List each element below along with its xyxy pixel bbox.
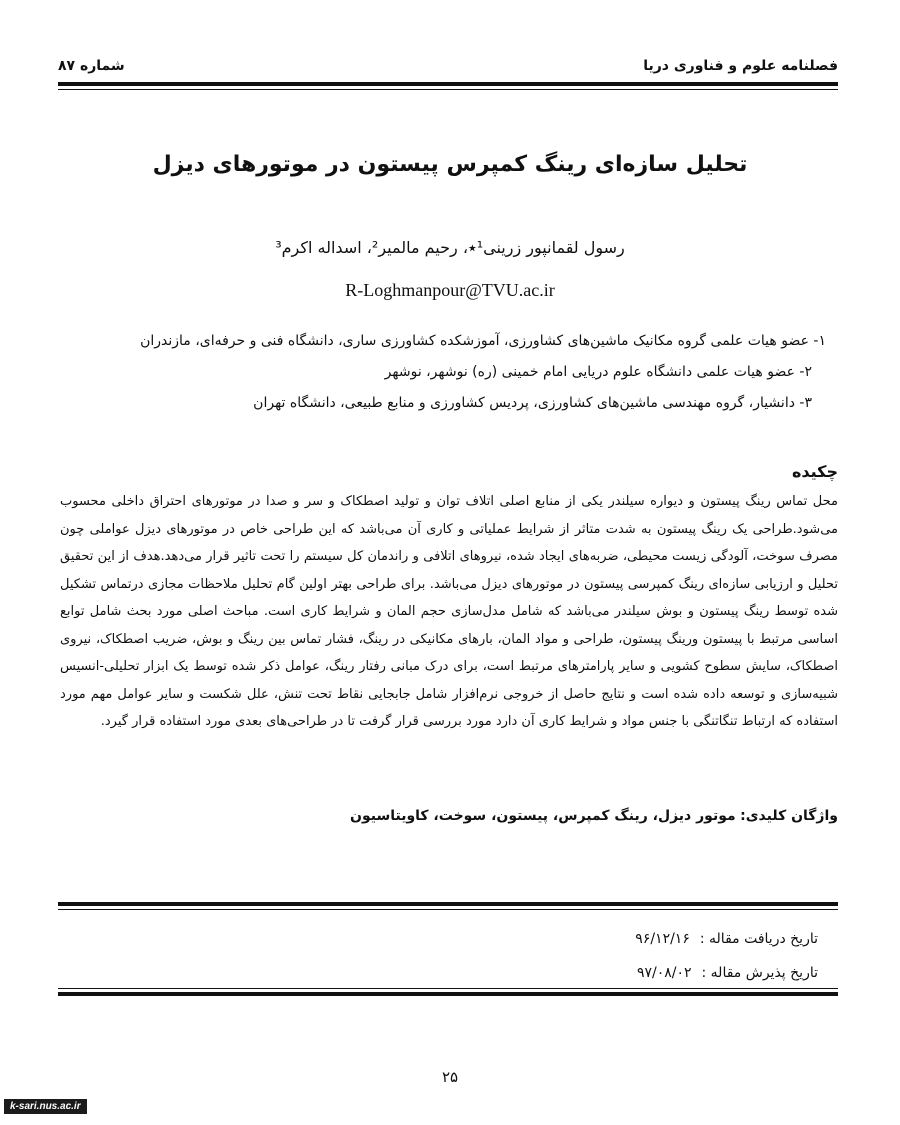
abstract-text: محل تماس رینگ پیستون و دیواره سیلندر یکی از منابع اصلی اتلاف توان و تولید اصطکاک و سر و صدا در موتورهای احتراق داخلی محسوب می‌شود.طراحی یک رینگ پیستون به شدت متاثر از شرایط عملیاتی و کاری آن می‌باشد که این طراحی خاص در موتورهای دیزل عواملی چون مصرف سوخت، آلودگی زیست محیطی، ضربه‌های ایجاد شده، نیروهای اتلافی و راندمان کل سیستم را تحت تاثیر قرار می‌دهد.هدف از این تحقیق تحلیل و ارزیابی سازه‌ای رینگ کمپرسی پیستون در موتورهای دیزل می‌باشد. برای طراحی بهتر اولین گام تحلیل ملاحظات مجازی درتماس تشکیل شده توسط رینگ پیستون و بوش سیلندر می‌باشد که شامل مدل‌سازی حجم المان و شرایط کاری است. مباحث اصلی مورد بحث شامل توابع اساسی مرتبط با پیستون ورینگ پیستون، طراحی و مواد المان، بارهای مکانیکی در رینگ، فشار تماس بین رینگ و بوش، ضریب اصطکاک، نیروی اصطکاک، سایش سطوح کشویی و سایر پارامترهای مرتبط است، برای درک مبانی رفتار رینگ، عوامل ذکر شده توسط یک ابزار تحلیلی-انسیس شبیه‌سازی و توسعه داده شده است و نتایج حاصل از خروجی نرم‌افزار شامل جابجایی نقاط تحت تنش، علل شکست و سایر عوامل مهم مورد استفاده که ارتباط تنگاتنگی با جنس مواد و شرایط کاری آن دارد مورد بررسی قرار گرفت تا در طراحی‌های بعدی مورد استفاده قرار گیرد.	[60, 494, 838, 729]
header-rule-thick	[58, 82, 838, 86]
keywords	[60, 808, 838, 824]
header-rule-thin	[58, 89, 838, 90]
received-value: ۹۶/۱۲/۱۶	[635, 931, 690, 947]
paper-title: تحلیل سازه‌ای رینگ کمپرس پیستون در موتورهای دیزل	[152, 152, 748, 177]
accepted-date-row	[60, 956, 818, 990]
author-list: رسول لقمانپور زرینی¹٭، رحیم مالمیر²، اسداله اکرم³	[275, 238, 625, 257]
corresponding-email: R-Loghmanpour@TVU.ac.ir	[345, 280, 555, 300]
keywords-value: موتور دیزل، رینگ کمپرس، پیستون، سوخت، کاویتاسیون	[350, 808, 736, 824]
issue-number: شماره ۸۷	[58, 58, 125, 74]
keywords-label: واژگان کلیدی:	[740, 808, 838, 824]
received-date-row	[60, 922, 818, 956]
abstract-heading: چکیده	[791, 462, 838, 481]
affiliation-1: ۱- عضو هیات علمی گروه مکانیک ماشین‌های کشاورزی، آموزشکده کشاورزی ساری، دانشگاه فنی و حرفه‌ای، مازندران	[140, 333, 826, 349]
article-dates	[60, 922, 818, 990]
site-url-badge[interactable]: k-sari.nus.ac.ir	[4, 1099, 87, 1114]
dates-rule-bottom-thin	[58, 988, 838, 989]
accepted-value: ۹۷/۰۸/۰۲	[636, 965, 692, 981]
accepted-label: تاریخ پذیرش مقاله :	[701, 965, 818, 981]
affiliation-3: ۳- دانشیار، گروه مهندسی ماشین‌های کشاورزی، پردیس کشاورزی و منابع طبیعی، دانشگاه تهران	[253, 395, 812, 411]
affiliation-2: ۲- عضو هیات علمی دانشگاه علوم دریایی امام خمینی (ره) نوشهر، نوشهر	[384, 364, 812, 380]
affiliations	[70, 326, 826, 419]
page-number: ۲۵	[441, 1068, 459, 1086]
dates-rule-bottom-thick	[58, 992, 838, 996]
dates-rule-top-thin	[58, 909, 838, 910]
running-header	[58, 52, 838, 80]
journal-name: فصلنامه علوم و فناوری دریا	[643, 58, 838, 74]
received-label: تاریخ دریافت مقاله :	[699, 931, 818, 947]
dates-rule-top-thick	[58, 902, 838, 906]
